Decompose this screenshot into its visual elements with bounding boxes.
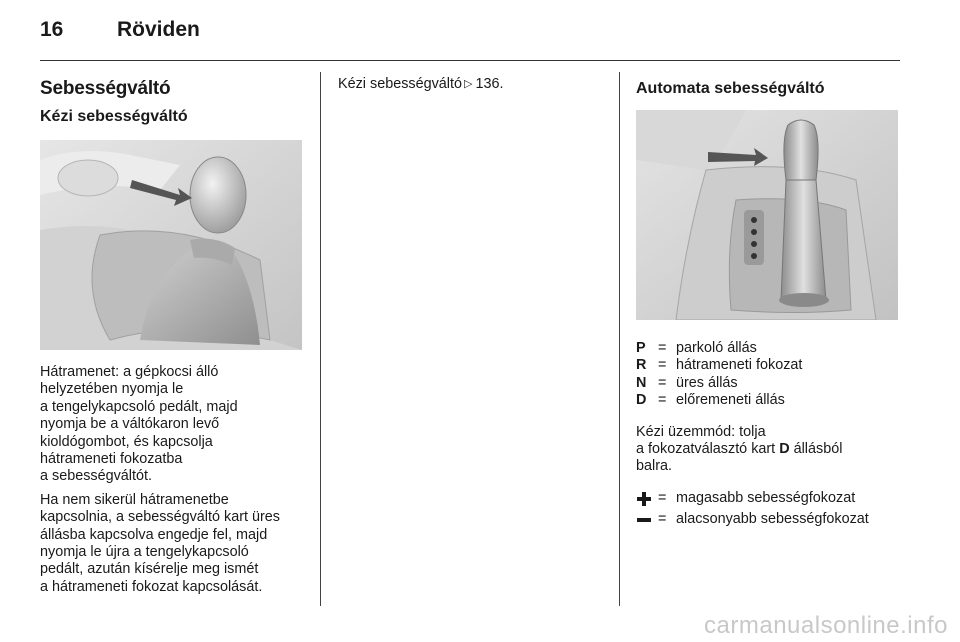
header-title: Röviden xyxy=(117,18,200,41)
manual-gear-lever-image xyxy=(40,140,302,350)
reference-text: Kézi sebességváltó xyxy=(338,76,462,92)
gear-position-legend xyxy=(636,340,904,410)
automatic-selector-lever-image xyxy=(636,110,898,320)
header-rule xyxy=(40,60,900,61)
legend-item-upshift: = magasabb sebességfokozat xyxy=(636,490,904,511)
column-divider xyxy=(320,72,321,606)
legend-item-drive: D = előremeneti állás xyxy=(636,392,785,409)
subsection-title-automatic: Automata sebességváltó xyxy=(636,80,825,97)
column-divider xyxy=(619,72,620,606)
reference-page: 136. xyxy=(475,76,504,92)
section-title: Sebességváltó xyxy=(40,78,171,99)
minus-icon xyxy=(636,512,652,528)
reverse-gear-instructions: Hátramenet: a gépkocsi álló helyzetében nyomja le a tengelykapcsoló pedált, majd nyomja be a váltókaron levő kioldógombot, és kapcsolja hátrameneti fokozatba a sebességváltót. xyxy=(40,364,238,485)
automatic-selector-lever-illustration xyxy=(636,110,898,320)
plus-icon xyxy=(636,491,652,507)
triangle-right-outline-icon: ▷ xyxy=(464,78,473,90)
legend-item-neutral: N = üres állás xyxy=(636,374,738,391)
watermark: carmanualsonline.info xyxy=(704,612,948,639)
cross-reference[interactable] xyxy=(338,76,606,94)
legend-item-downshift: = alacsonyabb sebességfokozat xyxy=(636,511,904,532)
manual-gear-lever-illustration xyxy=(40,140,302,350)
column-reference xyxy=(338,72,606,94)
column-automatic-transmission xyxy=(636,72,904,533)
shift-direction-legend xyxy=(636,490,904,533)
legend-item-park: P = parkoló állás xyxy=(636,340,757,356)
page-number: 16 xyxy=(40,18,64,41)
reverse-gear-retry-instructions: Ha nem sikerül hátramenetbe kapcsolnia, a sebességváltó kart üres állásba kapcsolva engedje fel, majd nyomja le újra a tengelykapcsoló pedált, azután kísérelje meg ismét a hátrameneti fokozat kapcsolását. xyxy=(40,491,280,595)
subsection-title-manual: Kézi sebességváltó xyxy=(40,108,188,125)
column-manual-transmission xyxy=(40,72,308,596)
legend-item-reverse: R = hátrameneti fokozat xyxy=(636,357,803,374)
manual-mode-instructions: Kézi üzemmód: tolja a fokozatválasztó kart D állásból balra. xyxy=(636,423,843,475)
